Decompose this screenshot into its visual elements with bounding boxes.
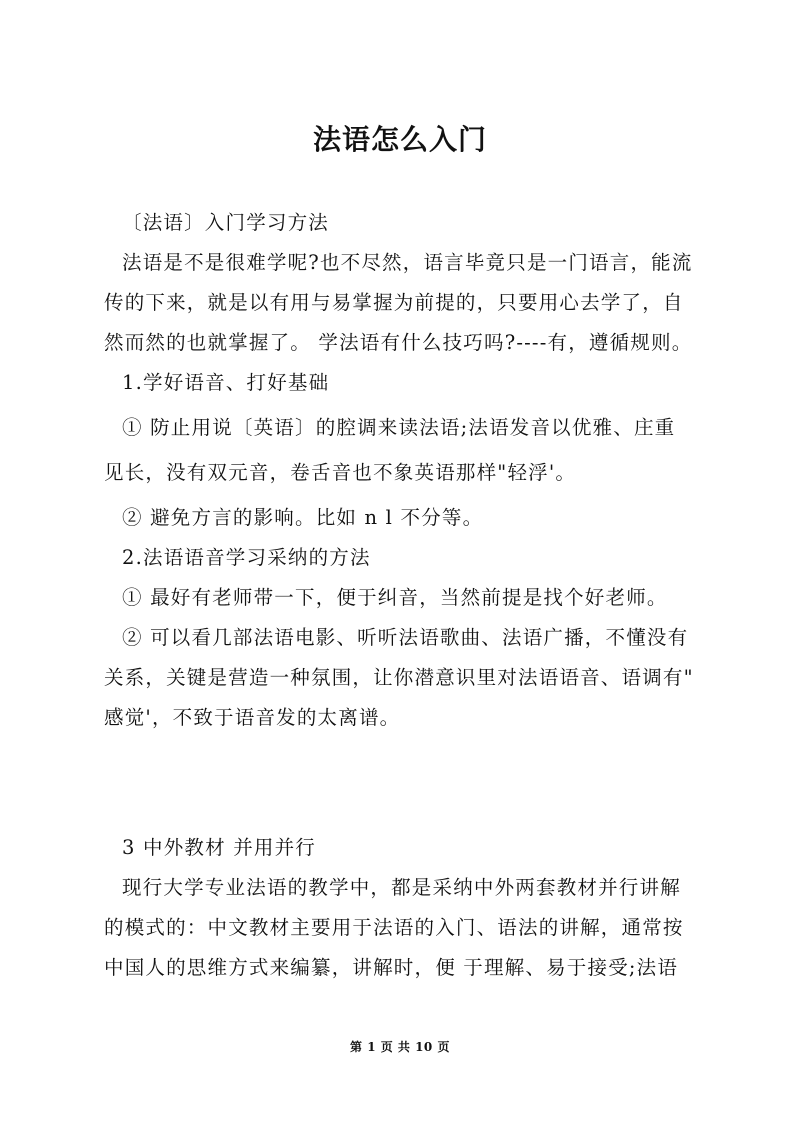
paragraph-line: ① 防止用说〔英语〕的腔调来读法语;法语发音以优雅、庄重 — [122, 416, 676, 439]
section-heading: 〔法语〕入门学习方法 — [122, 211, 330, 234]
paragraph-line: 然而然的也就掌握了。 学法语有什么技巧吗?----有，遵循规则。 — [104, 331, 693, 354]
page-title: 法语怎么入门 — [312, 123, 487, 156]
paragraph-line: 传的下来，就是以有用与易掌握为前提的，只要用心去学了，自 — [104, 291, 684, 314]
paragraph-line: ② 可以看几部法语电影、听听法语歌曲、法语广播，不懂没有 — [122, 626, 689, 649]
paragraph-line: 关系，关键是营造一种氛围，让你潜意识里对法语语音、语调有" — [104, 666, 694, 689]
section-heading: 3 中外教材 并用并行 — [122, 836, 317, 859]
paragraph-line: 中国人的思维方式来编纂，讲解时，便 于理解、易于接受;法语 — [104, 956, 679, 979]
paragraph-line: ① 最好有老师带一下，便于纠音，当然前提是找个好老师。 — [122, 586, 668, 609]
paragraph-line: ② 避免方言的影响。比如 n l 不分等。 — [122, 506, 484, 529]
page-footer: 第 1 页 共 10 页 — [350, 1040, 450, 1054]
list-heading: 1.学好语音、打好基础 — [122, 371, 330, 394]
paragraph-line: 见长，没有双元音，卷舌音也不象英语那样"轻浮'。 — [104, 461, 577, 484]
paragraph-line: 现行大学专业法语的教学中，都是采纳中外两套教材并行讲解 — [122, 876, 681, 899]
paragraph-line: 感觉'，不致于语音发的太离谱。 — [104, 706, 401, 729]
paragraph-line: 的模式的：中文教材主要用于法语的入门、语法的讲解，通常按 — [104, 916, 684, 939]
list-heading: 2.法语语音学习采纳的方法 — [122, 546, 371, 569]
paragraph-line: 法语是不是很难学呢?也不尽然，语言毕竟只是一门语言，能流 — [122, 251, 693, 274]
